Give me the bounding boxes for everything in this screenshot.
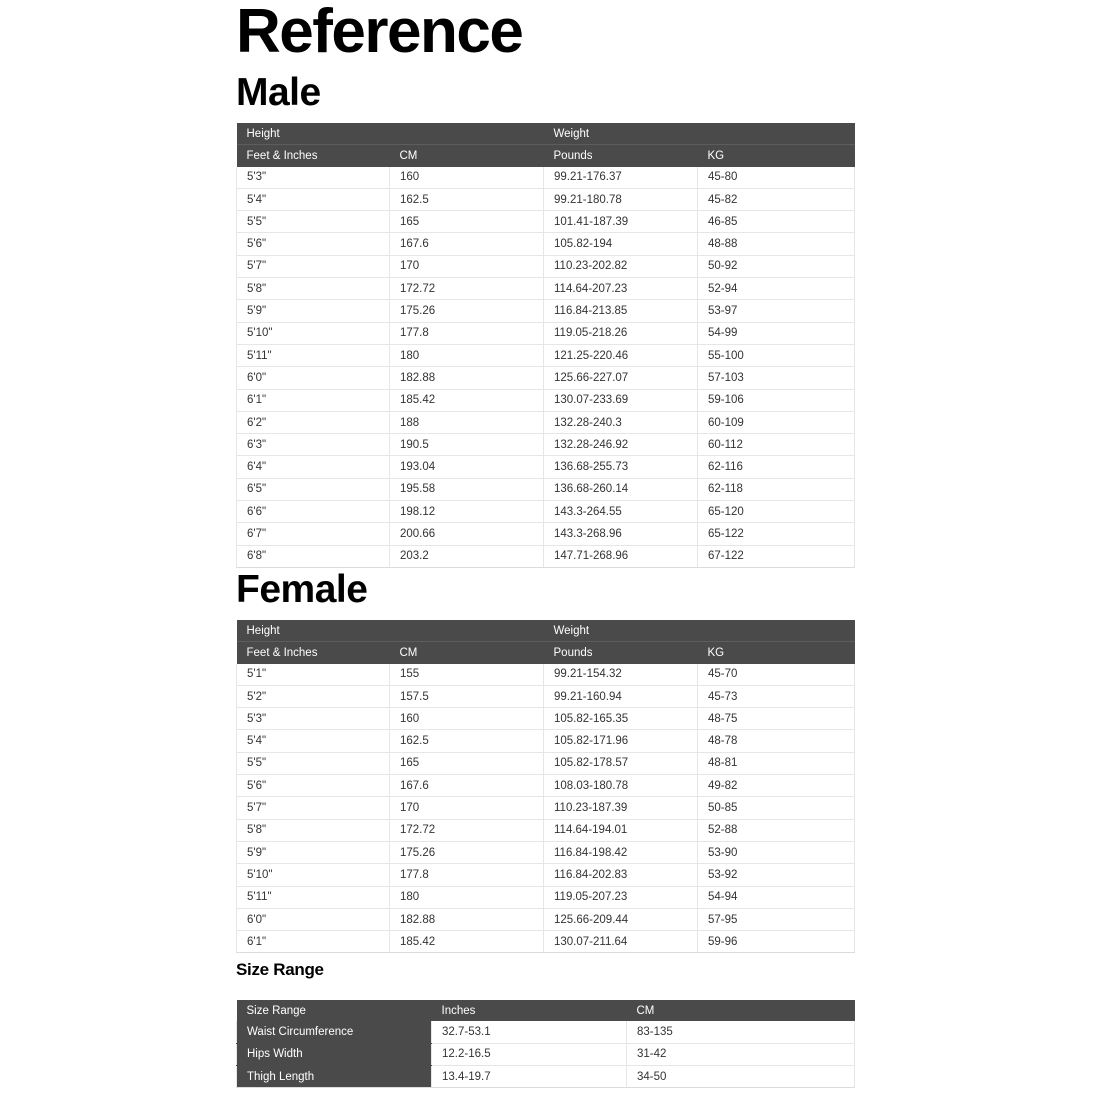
table-row	[237, 344, 855, 366]
female-heading: Female	[236, 568, 368, 611]
table-cell: 5'5"	[237, 211, 390, 233]
table-row	[237, 752, 855, 774]
table-cell: 175.26	[390, 300, 544, 322]
table-cell: 5'11"	[237, 344, 390, 366]
table-row	[237, 908, 855, 930]
table-cell: 59-106	[698, 389, 855, 411]
table-cell: 182.88	[390, 908, 544, 930]
table-cell: 5'6"	[237, 233, 390, 255]
table-row	[237, 478, 855, 500]
table-row	[237, 841, 855, 863]
table-cell: 125.66-209.44	[544, 908, 698, 930]
table-cell: 114.64-207.23	[544, 278, 698, 300]
table-cell: 119.05-218.26	[544, 322, 698, 344]
table-row	[237, 685, 855, 707]
table-cell: 121.25-220.46	[544, 344, 698, 366]
table-cell: 160	[390, 167, 544, 189]
table-cell: 55-100	[698, 344, 855, 366]
table-cell: 130.07-211.64	[544, 931, 698, 953]
table-cell: 45-73	[698, 685, 855, 707]
table-cell: 5'2"	[237, 685, 390, 707]
table-cell: 167.6	[390, 233, 544, 255]
table-cell: 165	[390, 752, 544, 774]
table-cell: 59-96	[698, 931, 855, 953]
col-header-pounds: Pounds	[544, 642, 698, 664]
table-cell: 114.64-194.01	[544, 819, 698, 841]
table-cell: 57-95	[698, 908, 855, 930]
table-row	[237, 1021, 855, 1043]
table-row	[237, 167, 855, 189]
table-cell: 5'3"	[237, 167, 390, 189]
table-cell: 6'8"	[237, 545, 390, 567]
table-cell: 62-118	[698, 478, 855, 500]
table-cell: 110.23-187.39	[544, 797, 698, 819]
table-row	[237, 730, 855, 752]
table-row	[237, 233, 855, 255]
table-cell: 110.23-202.82	[544, 255, 698, 277]
table-row	[237, 864, 855, 886]
height-group-header: Height	[237, 123, 544, 145]
table-cell: 34-50	[627, 1065, 855, 1087]
table-row	[237, 664, 855, 686]
table-cell: 6'1"	[237, 931, 390, 953]
size-range-table	[236, 1000, 855, 1088]
table-cell: 5'7"	[237, 255, 390, 277]
table-cell: 52-94	[698, 278, 855, 300]
table-row	[237, 322, 855, 344]
table-cell: 195.58	[390, 478, 544, 500]
table-cell: 32.7-53.1	[432, 1021, 627, 1043]
table-cell: 6'4"	[237, 456, 390, 478]
table-cell: 48-78	[698, 730, 855, 752]
table-cell: 185.42	[390, 389, 544, 411]
table-cell: 99.21-154.32	[544, 664, 698, 686]
male-heading: Male	[236, 71, 321, 114]
table-cell: 162.5	[390, 730, 544, 752]
col-header-feet-inches: Feet & Inches	[237, 642, 390, 664]
table-row	[237, 1065, 855, 1087]
table-row	[237, 931, 855, 953]
table-cell: 53-90	[698, 841, 855, 863]
table-cell: 6'6"	[237, 501, 390, 523]
table-row	[237, 545, 855, 567]
table-cell: 83-135	[627, 1021, 855, 1043]
table-cell: 143.3-264.55	[544, 501, 698, 523]
table-cell: 170	[390, 255, 544, 277]
table-row	[237, 188, 855, 210]
table-cell: 198.12	[390, 501, 544, 523]
table-cell: Thigh Length	[237, 1065, 432, 1087]
table-cell: 99.21-180.78	[544, 188, 698, 210]
table-cell: 165	[390, 211, 544, 233]
table-cell: 6'7"	[237, 523, 390, 545]
weight-group-header: Weight	[544, 123, 855, 145]
table-cell: 162.5	[390, 188, 544, 210]
table-cell: 180	[390, 886, 544, 908]
table-cell: 60-112	[698, 434, 855, 456]
table-cell: 177.8	[390, 864, 544, 886]
table-cell: 52-88	[698, 819, 855, 841]
table-row	[237, 708, 855, 730]
table-row	[237, 278, 855, 300]
table-cell: 125.66-227.07	[544, 367, 698, 389]
table-row	[237, 797, 855, 819]
table-cell: 190.5	[390, 434, 544, 456]
table-cell: 155	[390, 664, 544, 686]
table-cell: 5'8"	[237, 819, 390, 841]
col-header-pounds: Pounds	[544, 145, 698, 167]
table-cell: 5'10"	[237, 322, 390, 344]
table-cell: 143.3-268.96	[544, 523, 698, 545]
table-cell: 172.72	[390, 819, 544, 841]
table-cell: 54-99	[698, 322, 855, 344]
table-cell: 46-85	[698, 211, 855, 233]
table-cell: 12.2-16.5	[432, 1043, 627, 1065]
table-row	[237, 523, 855, 545]
table-cell: 57-103	[698, 367, 855, 389]
table-cell: 5'9"	[237, 841, 390, 863]
table-cell: 130.07-233.69	[544, 389, 698, 411]
page-title: Reference	[236, 0, 523, 66]
table-cell: 119.05-207.23	[544, 886, 698, 908]
table-row	[237, 411, 855, 433]
table-row	[237, 501, 855, 523]
table-cell: 48-81	[698, 752, 855, 774]
table-row	[237, 389, 855, 411]
height-group-header: Height	[237, 620, 544, 642]
table-cell: 50-85	[698, 797, 855, 819]
table-cell: 53-92	[698, 864, 855, 886]
table-row	[237, 300, 855, 322]
table-cell: 5'1"	[237, 664, 390, 686]
table-cell: 6'2"	[237, 411, 390, 433]
table-row	[237, 775, 855, 797]
table-cell: 45-82	[698, 188, 855, 210]
table-cell: Waist Circumference	[237, 1021, 432, 1043]
table-cell: 185.42	[390, 931, 544, 953]
table-cell: 99.21-176.37	[544, 167, 698, 189]
table-cell: 105.82-178.57	[544, 752, 698, 774]
table-row	[237, 434, 855, 456]
table-cell: 5'6"	[237, 775, 390, 797]
col-header-cm: CM	[390, 642, 544, 664]
table-cell: 5'9"	[237, 300, 390, 322]
table-cell: 49-82	[698, 775, 855, 797]
table-cell: 132.28-246.92	[544, 434, 698, 456]
table-cell: 172.72	[390, 278, 544, 300]
table-cell: 200.66	[390, 523, 544, 545]
table-cell: 65-120	[698, 501, 855, 523]
table-row	[237, 367, 855, 389]
weight-group-header: Weight	[544, 620, 855, 642]
col-header-cm: CM	[627, 1000, 855, 1021]
table-row	[237, 255, 855, 277]
table-cell: 116.84-202.83	[544, 864, 698, 886]
table-cell: 105.82-194	[544, 233, 698, 255]
table-cell: 48-75	[698, 708, 855, 730]
table-cell: 180	[390, 344, 544, 366]
table-cell: 108.03-180.78	[544, 775, 698, 797]
table-cell: 31-42	[627, 1043, 855, 1065]
table-cell: 48-88	[698, 233, 855, 255]
table-cell: 45-70	[698, 664, 855, 686]
table-cell: 67-122	[698, 545, 855, 567]
table-cell: 60-109	[698, 411, 855, 433]
table-cell: 6'1"	[237, 389, 390, 411]
table-cell: 175.26	[390, 841, 544, 863]
table-cell: 136.68-255.73	[544, 456, 698, 478]
table-cell: 13.4-19.7	[432, 1065, 627, 1087]
table-cell: 136.68-260.14	[544, 478, 698, 500]
table-row	[237, 211, 855, 233]
table-cell: 5'7"	[237, 797, 390, 819]
col-header-kg: KG	[698, 642, 855, 664]
table-cell: 99.21-160.94	[544, 685, 698, 707]
table-cell: 105.82-165.35	[544, 708, 698, 730]
table-cell: 50-92	[698, 255, 855, 277]
table-cell: Hips Width	[237, 1043, 432, 1065]
table-cell: 167.6	[390, 775, 544, 797]
table-cell: 188	[390, 411, 544, 433]
table-cell: 177.8	[390, 322, 544, 344]
table-cell: 203.2	[390, 545, 544, 567]
table-cell: 5'3"	[237, 708, 390, 730]
table-cell: 105.82-171.96	[544, 730, 698, 752]
table-cell: 101.41-187.39	[544, 211, 698, 233]
table-cell: 116.84-198.42	[544, 841, 698, 863]
female-size-table	[236, 620, 855, 953]
col-header-feet-inches: Feet & Inches	[237, 145, 390, 167]
table-cell: 157.5	[390, 685, 544, 707]
table-cell: 6'0"	[237, 908, 390, 930]
col-header-inches: Inches	[432, 1000, 627, 1021]
table-cell: 6'5"	[237, 478, 390, 500]
col-header-kg: KG	[698, 145, 855, 167]
col-header-cm: CM	[390, 145, 544, 167]
table-cell: 54-94	[698, 886, 855, 908]
table-cell: 182.88	[390, 367, 544, 389]
table-cell: 45-80	[698, 167, 855, 189]
table-cell: 5'4"	[237, 730, 390, 752]
table-row	[237, 1043, 855, 1065]
col-header-size-range: Size Range	[237, 1000, 432, 1021]
male-size-table	[236, 123, 855, 568]
table-row	[237, 819, 855, 841]
table-cell: 62-116	[698, 456, 855, 478]
table-cell: 53-97	[698, 300, 855, 322]
table-cell: 5'8"	[237, 278, 390, 300]
table-cell: 160	[390, 708, 544, 730]
table-cell: 116.84-213.85	[544, 300, 698, 322]
table-row	[237, 456, 855, 478]
table-cell: 5'10"	[237, 864, 390, 886]
table-cell: 5'11"	[237, 886, 390, 908]
table-row	[237, 886, 855, 908]
size-range-heading: Size Range	[236, 960, 324, 979]
table-cell: 132.28-240.3	[544, 411, 698, 433]
table-cell: 5'5"	[237, 752, 390, 774]
table-cell: 6'0"	[237, 367, 390, 389]
table-cell: 6'3"	[237, 434, 390, 456]
table-cell: 5'4"	[237, 188, 390, 210]
table-cell: 147.71-268.96	[544, 545, 698, 567]
table-cell: 170	[390, 797, 544, 819]
table-cell: 65-122	[698, 523, 855, 545]
table-cell: 193.04	[390, 456, 544, 478]
